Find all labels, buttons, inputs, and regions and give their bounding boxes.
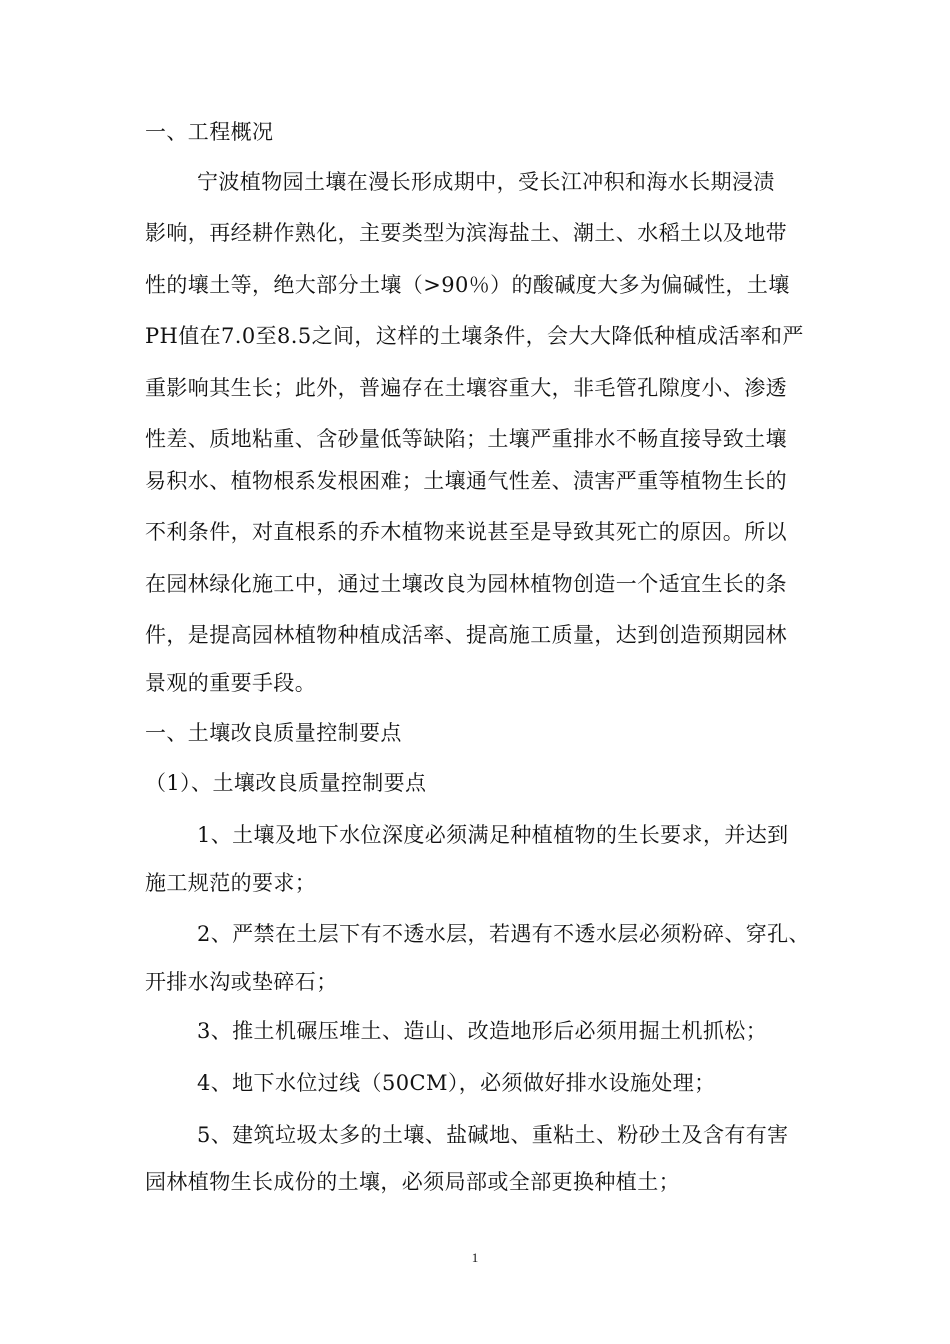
paragraph-line: 件，是提高园林植物种植成活率、提高施工质量，达到创造预期园林 xyxy=(145,623,787,647)
paragraph-line: 景观的重要手段。 xyxy=(145,671,317,695)
paragraph-line: 性的壤土等，绝大部分土壤（>90％）的酸碱度大多为偏碱性，土壤 xyxy=(145,273,790,297)
list-item-line: 5、建筑垃圾太多的土壤、盐碱地、重粘土、粉砂土及含有有害 xyxy=(197,1123,789,1147)
paragraph-line: PH值在7.0至8.5之间，这样的土壤条件，会大大降低种植成活率和严 xyxy=(145,324,804,348)
paragraph-line: 性差、质地粘重、含砂量低等缺陷；土壤严重排水不畅直接导致土壤 xyxy=(145,427,787,451)
paragraph-line: 不利条件，对直根系的乔木植物来说甚至是导致其死亡的原因。所以 xyxy=(145,520,787,544)
section-heading-project-overview: 一、工程概况 xyxy=(145,120,274,144)
list-item-line: 开排水沟或垫碎石； xyxy=(145,970,338,994)
list-item-line: 施工规范的要求； xyxy=(145,871,317,895)
paragraph-line: 影响，再经耕作熟化，主要类型为滨海盐土、潮土、水稻土以及地带 xyxy=(145,221,787,245)
paragraph-line: 重影响其生长；此外，普遍存在土壤容重大，非毛管孔隙度小、渗透 xyxy=(145,376,787,400)
list-item-line: 4、地下水位过线（50CM），必须做好排水设施处理； xyxy=(197,1071,716,1095)
list-item-line: 3、推土机碾压堆土、造山、改造地形后必须用掘土机抓松； xyxy=(197,1019,768,1043)
page-number: 1 xyxy=(471,1250,479,1265)
list-item-line: 园林植物生长成份的土壤，必须局部或全部更换种植土； xyxy=(145,1170,680,1194)
paragraph-line: 宁波植物园土壤在漫长形成期中，受长江冲积和海水长期浸渍 xyxy=(197,170,775,194)
paragraph-line: 易积水、植物根系发根困难；土壤通气性差、渍害严重等植物生长的 xyxy=(145,469,787,493)
subsection-heading: （1）、土壤改良质量控制要点 xyxy=(145,771,427,795)
paragraph-line: 在园林绿化施工中，通过土壤改良为园林植物创造一个适宜生长的条 xyxy=(145,572,787,596)
list-item-line: 2、严禁在土层下有不透水层，若遇有不透水层必须粉碎、穿孔、 xyxy=(197,922,810,946)
section-heading-soil-improvement: 一、土壤改良质量控制要点 xyxy=(145,721,402,745)
list-item-line: 1、土壤及地下水位深度必须满足种植植物的生长要求，并达到 xyxy=(197,823,789,847)
